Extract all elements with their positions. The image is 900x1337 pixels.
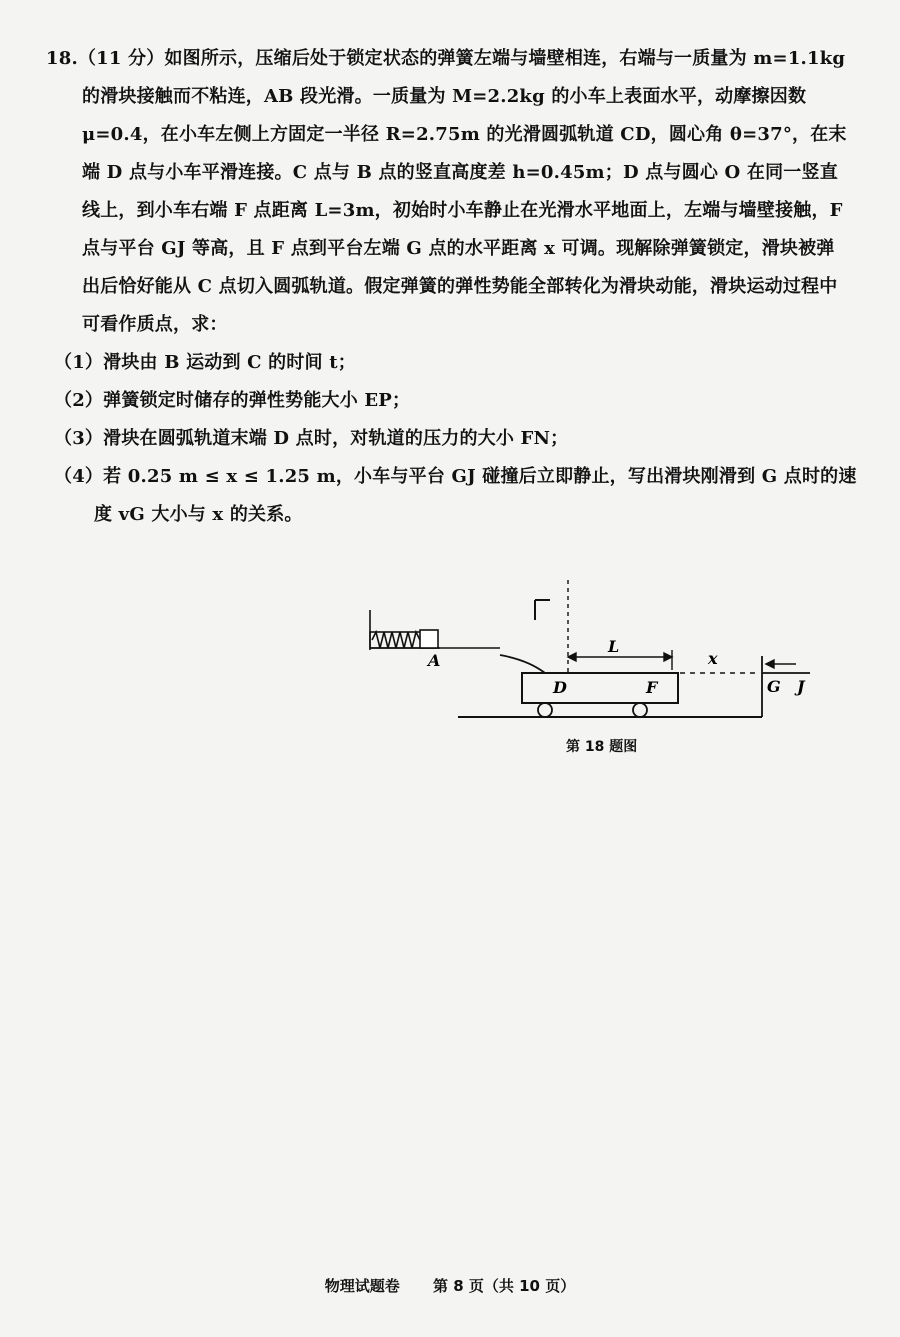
sub-question-2: （2）弹簧锁定时储存的弹性势能大小 EP； — [54, 390, 411, 411]
figure-18 — [350, 560, 830, 730]
label-j: J — [797, 677, 805, 696]
sub-question-3: （3）滑块在圆弧轨道末端 D 点时，对轨道的压力的大小 FN； — [54, 428, 569, 449]
question-body: 如图所示，压缩后处于锁定状态的弹簧左端与墙壁相连，右端与一质量为 m=1.1kg 的滑块接触而不粘连，AB 段光滑。一质量为 M=2.2kg 的小车上表面水平，动摩擦因数 μ=0.4，在小车左侧上方固定一半径 R=2.75m 的光滑圆弧轨道 CD，圆心角 θ=37°，在末端 D 点与小车平滑连接。C 点与 B 点的竖直高度差 h=0.45m；D 点与圆心 O 在同一竖直线上，到小车右端 F 点距离 L=3m，初始时小车静止在光滑水平地面上，左端与墙壁接触，F 点与平台 GJ 等高，且 F 点到平台左端 G 点的水平距离 x 可调。现解除弹簧锁定，滑块被弹出后恰好能从 C 点切入圆弧轨道。假定弹簧的弹性势能全部转化为滑块动能，滑块运动过程中可看作质点，求： — [82, 48, 847, 335]
question-18 — [46, 40, 857, 534]
question-stem — [46, 40, 852, 344]
sub-question-4: （4）若 0.25 m ≤ x ≤ 1.25 m，小车与平台 GJ 碰撞后立即静止，写出滑块刚滑到 G 点时的速度 vG 大小与 x 的关系。 — [54, 466, 857, 525]
label-d: D — [553, 678, 567, 697]
cart-wheel-left — [538, 703, 552, 717]
footer-page-number: 第 8 页（共 10 页） — [433, 1277, 576, 1295]
question-number: 18. — [46, 48, 78, 69]
dimension-l — [568, 650, 672, 670]
label-a: A — [428, 651, 441, 670]
sub-question-1: （1）滑块由 B 运动到 C 的时间 t； — [54, 352, 356, 373]
cart-wheel-right — [633, 703, 647, 717]
dimension-x — [766, 660, 796, 668]
label-l: L — [608, 637, 620, 656]
figure-caption: 第 18 题图 — [566, 739, 638, 755]
label-x: x — [708, 649, 718, 668]
label-g: G — [767, 677, 781, 696]
footer-subject: 物理试题卷 — [324, 1277, 400, 1295]
spring-assembly — [370, 610, 440, 650]
question-points: （11 分） — [77, 48, 165, 69]
arc-support — [535, 600, 550, 620]
arc-track-cd — [500, 655, 545, 673]
page-footer — [0, 1275, 900, 1296]
label-f: F — [646, 678, 658, 697]
